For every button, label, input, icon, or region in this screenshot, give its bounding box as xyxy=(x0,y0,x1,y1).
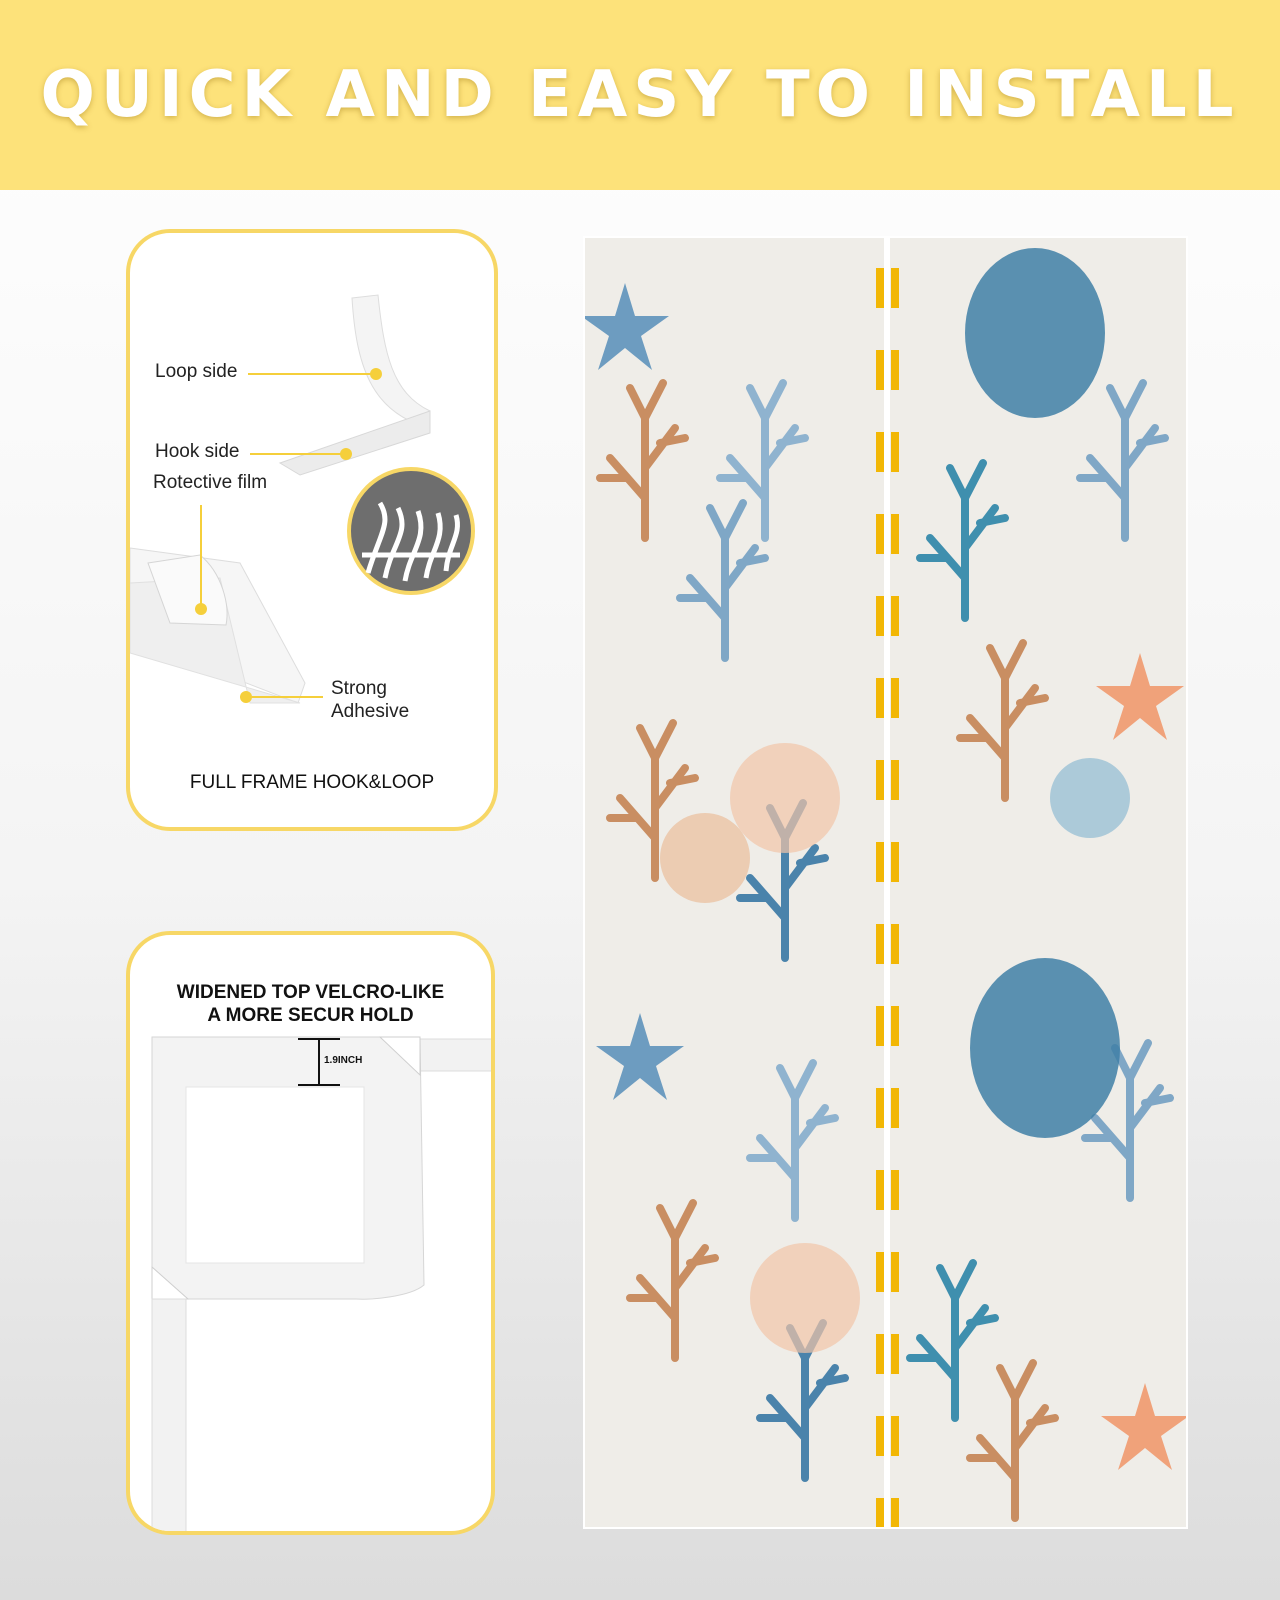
card2-caption-line2: A MORE SECUR HOLD xyxy=(207,1005,414,1026)
magnet-dash xyxy=(876,760,884,800)
magnet-dash xyxy=(891,1416,899,1456)
protective-film-dot xyxy=(195,603,207,615)
magnet-dash xyxy=(891,1088,899,1128)
magnet-dash xyxy=(891,924,899,964)
protective-film-label: Rotective film xyxy=(153,472,268,493)
hook-side-dot xyxy=(340,448,352,460)
magnet-dash xyxy=(876,924,884,964)
magnet-dash xyxy=(876,514,884,554)
adhesive-pointer xyxy=(248,696,323,698)
magnet-dash xyxy=(891,1498,899,1529)
magnet-dash xyxy=(876,1252,884,1292)
velcro-frame-illustration xyxy=(130,935,495,1535)
magnet-dash xyxy=(891,1252,899,1292)
protective-film-pointer xyxy=(200,505,202,605)
card2-caption-line1: WIDENED TOP VELCRO-LIKE xyxy=(176,982,445,1003)
header-banner xyxy=(0,0,1280,190)
top-velcro-card xyxy=(126,931,495,1535)
magnet-dash xyxy=(876,1416,884,1456)
magnet-strip xyxy=(585,238,1188,1529)
magnet-dash xyxy=(891,760,899,800)
magnet-dash xyxy=(876,350,884,390)
magnet-dash xyxy=(891,1170,899,1210)
magnet-dash xyxy=(891,596,899,636)
magnetic-door-screen xyxy=(583,236,1188,1529)
magnet-dash xyxy=(876,432,884,472)
magnet-dash xyxy=(891,514,899,554)
measure-label: 1.9INCH xyxy=(324,1055,363,1066)
loop-side-pointer xyxy=(248,373,373,375)
hook-side-label: Hook side xyxy=(155,441,240,462)
card1-caption: FULL FRAME HOOK&LOOP xyxy=(189,772,435,793)
magnet-dash xyxy=(891,842,899,882)
magnet-dash xyxy=(876,842,884,882)
banner-title: QUICK AND EASY TO INSTALL xyxy=(40,58,1240,132)
magnet-dash xyxy=(891,432,899,472)
loop-side-dot xyxy=(370,368,382,380)
hook-loop-card xyxy=(126,229,498,831)
magnet-dash xyxy=(891,1006,899,1046)
magnet-dash xyxy=(876,1170,884,1210)
magnet-dash xyxy=(876,1088,884,1128)
magnet-dash xyxy=(891,678,899,718)
magnet-dash xyxy=(891,1334,899,1374)
magnet-dash xyxy=(876,1334,884,1374)
hook-side-pointer xyxy=(250,453,345,455)
adhesive-label: Adhesive xyxy=(331,701,410,722)
magnet-dash xyxy=(876,1498,884,1529)
magnet-dash xyxy=(876,268,884,308)
magnet-dash xyxy=(876,678,884,718)
magnet-dash xyxy=(891,350,899,390)
loop-side-label: Loop side xyxy=(155,361,238,382)
magnet-dash xyxy=(891,268,899,308)
magnet-dash xyxy=(876,596,884,636)
magnet-dash xyxy=(876,1006,884,1046)
strong-label: Strong xyxy=(331,678,387,699)
velcro-tape-illustration xyxy=(130,233,498,831)
